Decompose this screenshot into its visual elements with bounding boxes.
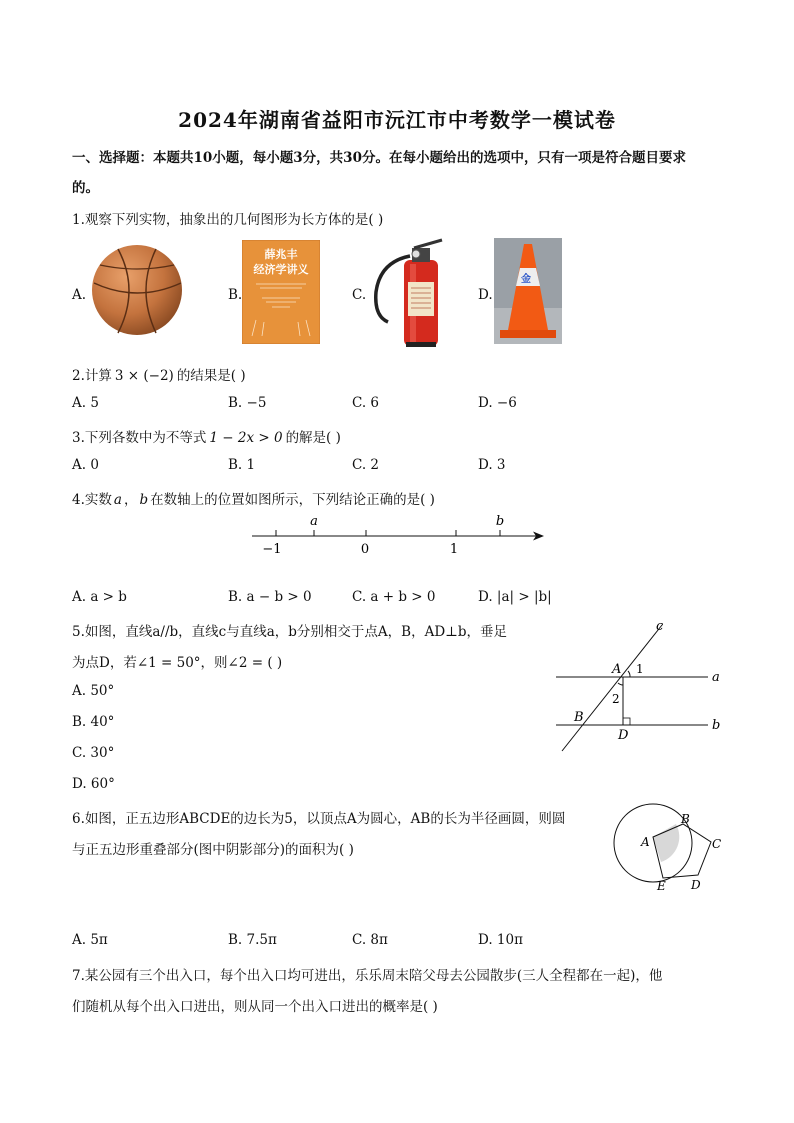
q6-option-c: C. 8π — [352, 932, 388, 948]
number-line-figure — [244, 510, 554, 560]
q5-option-a: A. 50° — [72, 683, 115, 699]
label-point-D: D — [618, 728, 629, 743]
q3-option-b: B. 1 — [228, 457, 256, 473]
book-title-line1: 薛兆丰 — [264, 248, 298, 261]
q2-stem — [72, 364, 246, 384]
label-A: A — [641, 835, 650, 849]
economics-book-image — [242, 240, 320, 344]
q4-stem-sep: ， — [123, 492, 138, 508]
q6-option-a: A. 5π — [72, 932, 108, 948]
q2-stem-prefix: 2.计算 — [72, 368, 112, 384]
tick-label-0: 0 — [360, 542, 370, 557]
q5-option-c: C. 30° — [72, 745, 115, 761]
q3-option-d: D. 3 — [478, 457, 506, 473]
label-b: b — [712, 718, 721, 733]
q4-option-d: D. |a| > |b| — [478, 589, 552, 605]
label-a: a — [712, 670, 720, 685]
label-point-B: B — [574, 710, 584, 725]
q3-stem-math: 1 − 2x > 0 — [209, 430, 283, 446]
q2-option-a: A. 5 — [72, 395, 99, 411]
q3-stem — [72, 426, 341, 446]
q3-option-c: C. 2 — [352, 457, 380, 473]
page-title: 2024年湖南省益阳市沅江市中考数学一模试卷 — [178, 108, 616, 132]
q1-option-d-label: D. — [478, 287, 493, 303]
q7-stem-line2: 们随机从每个出入口进出，则从同一个出入口进出的概率是( ) — [72, 999, 438, 1015]
book-title-line2: 经济学讲义 — [253, 263, 309, 276]
q6-stem-line2: 与正五边形重叠部分(图中阴影部分)的面积为( ) — [72, 842, 354, 858]
label-D: D — [691, 878, 701, 892]
traffic-cone-image — [494, 238, 562, 344]
fire-extinguisher-image — [366, 236, 446, 348]
q6-option-b: B. 7.5π — [228, 932, 277, 948]
q2-option-b: B. −5 — [228, 395, 267, 411]
q6-stem-line1: 6.如图，正五边形ABCDE的边长为5，以顶点A为圆心，AB的长为半径画圆，则圆 — [72, 811, 566, 827]
q1-stem: 1.观察下列实物，抽象出的几何图形为长方体的是( ) — [72, 212, 384, 228]
q5-stem-line1: 5.如图，直线a//b，直线c与直线a，b分别相交于点A，B，AD⊥b，垂足 — [72, 624, 507, 640]
label-angle-2: 2 — [612, 692, 620, 706]
label-C: C — [712, 837, 722, 851]
q3-stem-prefix: 3.下列各数中为不等式 — [72, 430, 207, 446]
parallel-lines-figure — [550, 615, 730, 755]
q2-option-d: D. −6 — [478, 395, 517, 411]
q5-stem-line2: 为点D，若∠1 = 50°，则∠2 = ( ) — [72, 655, 283, 671]
label-B: B — [681, 812, 690, 826]
q1-option-c-label: C. — [352, 287, 367, 303]
q4-stem — [72, 488, 435, 508]
pentagon-circle-figure — [608, 800, 728, 900]
q4-stem-suffix: 在数轴上的位置如图所示，下列结论正确的是( ) — [150, 492, 435, 508]
q1-option-a-label: A. — [72, 287, 87, 303]
q2-stem-suffix: 的结果是( ) — [176, 368, 246, 384]
q5-option-d: D. 60° — [72, 776, 115, 792]
point-label-a: a — [310, 514, 318, 529]
label-E: E — [657, 879, 666, 893]
q6-option-d: D. 10π — [478, 932, 523, 948]
q4-option-a: A. a > b — [72, 589, 127, 605]
q1-option-b-label: B. — [228, 287, 243, 303]
q4-stem-b: b — [139, 492, 149, 508]
q5-option-b: B. 40° — [72, 714, 115, 730]
point-label-b: b — [495, 514, 505, 529]
cone-text: 金 — [521, 274, 531, 285]
label-c: c — [656, 619, 664, 634]
q3-stem-suffix: 的解是( ) — [285, 430, 341, 446]
tick-label-neg1: −1 — [262, 542, 282, 557]
section-instruction-line1: 一、选择题：本题共10小题，每小题3分，共30分。在每小题给出的选项中，只有一项是符合题目要求 — [72, 150, 686, 166]
basketball-image — [88, 243, 188, 337]
section-instruction-line2: 的。 — [72, 180, 99, 196]
q4-option-c: C. a + b > 0 — [352, 589, 436, 605]
q4-stem-a: a — [113, 492, 122, 508]
q4-stem-prefix: 4.实数 — [72, 492, 112, 508]
tick-label-1: 1 — [449, 542, 459, 557]
q4-option-b: B. a − b > 0 — [228, 589, 312, 605]
label-angle-1: 1 — [636, 662, 644, 676]
q2-option-c: C. 6 — [352, 395, 380, 411]
q2-stem-math: 3 × (−2) — [114, 368, 174, 384]
q3-option-a: A. 0 — [72, 457, 99, 473]
label-point-A: A — [612, 662, 622, 677]
q7-stem-line1: 7.某公园有三个出入口，每个出入口均可进出，乐乐周末陪父母去公园散步(三人全程都在一起)，他 — [72, 968, 663, 984]
